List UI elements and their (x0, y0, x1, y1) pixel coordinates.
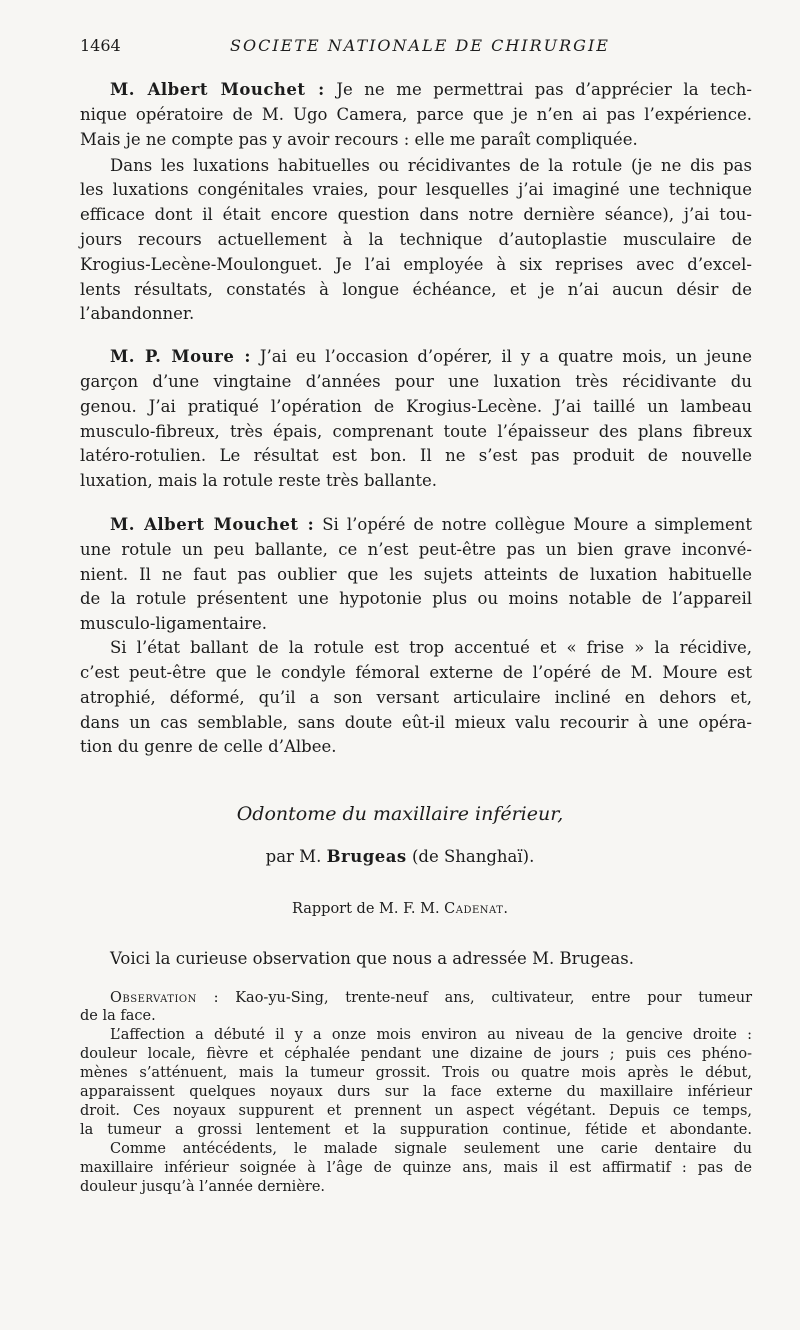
speaker-name: M. Albert Mouchet : (110, 515, 315, 534)
obs-line-2: L’affection a débuté il y a onze mois environ au niveau de la gencive droite : (110, 1027, 752, 1043)
p2-line-6: l’abandonner. (80, 304, 195, 323)
section-title: Odontome du maxillaire inférieur, (236, 803, 564, 825)
report-line: Rapport de M. F. M. Cadenat. (291, 901, 509, 917)
p3-line-2: genou. J’ai pratiqué l’opération de Krogius-Lecène. J’ai taillé un lambeau (80, 397, 752, 416)
p2-line-5: lents résultats, constatés à longue échéance, et je n’ai aucun désir de (80, 280, 752, 299)
p3-line-3: musculo-fibreux, très épais, comprenant toute l’épaisseur des plans fibreux (80, 422, 752, 441)
obs-line-4: mènes s’atténuent, mais la tumeur grossit. Trois ou quatre mois après le début, (80, 1065, 752, 1081)
p1-line-1: nique opératoire de M. Ugo Camera, parce que je n’en ai pas l’expérience. (80, 105, 752, 124)
p4-line-3: de la rotule présentent une hypotonie plus ou moins notable de l’appareil (80, 589, 752, 608)
observation-label: Observation (110, 990, 197, 1006)
running-title: SOCIETE NATIONALE DE CHIRURGIE (230, 36, 610, 55)
page-number: 1464 (80, 36, 121, 55)
p3-line-4: latéro-rotulien. Le résultat est bon. Il ne s’est pas produit de nouvelle (80, 446, 752, 465)
speaker-name: M. Albert Mouchet : (110, 80, 325, 99)
p2-line-2: efficace dont il était encore question dans notre dernière séance), j’ai tou- (80, 205, 752, 224)
p3-line-0: M. P. Moure : J’ai eu l’occasion d’opérer, il y a quatre mois, un jeune (110, 347, 752, 366)
section-byline: par M. Brugeas (de Shanghaï). (265, 847, 535, 866)
p4-line-2: nient. Il ne faut pas oublier que les sujets atteints de luxation habituelle (80, 565, 752, 584)
p4-line-1: une rotule un peu ballante, ce n’est peut-être pas un bien grave inconvé- (80, 540, 752, 559)
running-header (80, 36, 750, 60)
p5-line-4: tion du genre de celle d’Albee. (80, 737, 337, 756)
p5-line-2: atrophié, déformé, qu’il a son versant articulaire incliné en dehors et, (80, 688, 752, 707)
p2-line-4: Krogius-Lecène-Moulonguet. Je l’ai employée à six reprises avec d’excel- (80, 255, 752, 274)
obs-line-6: droit. Ces noyaux suppurent et prennent un aspect végétant. Depuis ce temps, (80, 1103, 752, 1119)
p1-line-2: Mais je ne compte pas y avoir recours : elle me paraît compliquée. (80, 130, 638, 149)
section-intro: Voici la curieuse observation que nous a adressée M. Brugeas. (110, 949, 634, 968)
obs-line-8: Comme antécédents, le malade signale seulement une carie dentaire du (110, 1141, 752, 1157)
author-name: Brugeas (326, 847, 407, 866)
obs-line-5: apparaissent quelques noyaux durs sur la face externe du maxillaire inférieur (80, 1084, 752, 1100)
speaker-name: M. P. Moure : (110, 347, 251, 366)
p2-line-1: les luxations congénitales vraies, pour lesquelles j’ai imaginé une technique (80, 180, 752, 199)
obs-line-10: douleur jusqu’à l’année dernière. (80, 1179, 326, 1195)
p2-line-0: Dans les luxations habituelles ou récidivantes de la rotule (je ne dis pas (110, 156, 752, 175)
p5-line-1: c’est peut-être que le condyle fémoral externe de l’opéré de M. Moure est (80, 663, 752, 682)
p3-line-1: garçon d’une vingtaine d’années pour une luxation très récidivante du (80, 372, 752, 391)
obs-line-7: la tumeur a grossi lentement et la suppuration continue, fétide et abondante. (80, 1122, 752, 1138)
obs-line-3: douleur locale, fièvre et céphalée pendant une dizaine de jours ; puis ces phéno- (80, 1046, 752, 1062)
p3-line-5: luxation, mais la rotule reste très ballante. (80, 471, 438, 490)
p4-line-0: M. Albert Mouchet : Si l’opéré de notre collègue Moure a simplement (110, 515, 752, 534)
reporter-name: Cadenat (444, 901, 504, 917)
obs-line-1: de la face. (80, 1008, 156, 1024)
p2-line-3: jours recours actuellement à la technique d’autoplastie musculaire de (80, 230, 752, 249)
p4-line-4: musculo-ligamentaire. (80, 614, 268, 633)
p1-line-0: M. Albert Mouchet : Je ne me permettrai pas d’apprécier la tech- (110, 80, 752, 99)
obs-line-9: maxillaire inférieur soignée à l’âge de quinze ans, mais il est affirmatif : pas de (80, 1160, 752, 1176)
p5-line-0: Si l’état ballant de la rotule est trop accentué et « frise » la récidive, (110, 638, 752, 657)
obs-line-0: Observation : Kao-yu-Sing, trente-neuf ans, cultivateur, entre pour tumeur (110, 990, 752, 1006)
p5-line-3: dans un cas semblable, sans doute eût-il mieux valu recourir à une opéra- (80, 713, 752, 732)
